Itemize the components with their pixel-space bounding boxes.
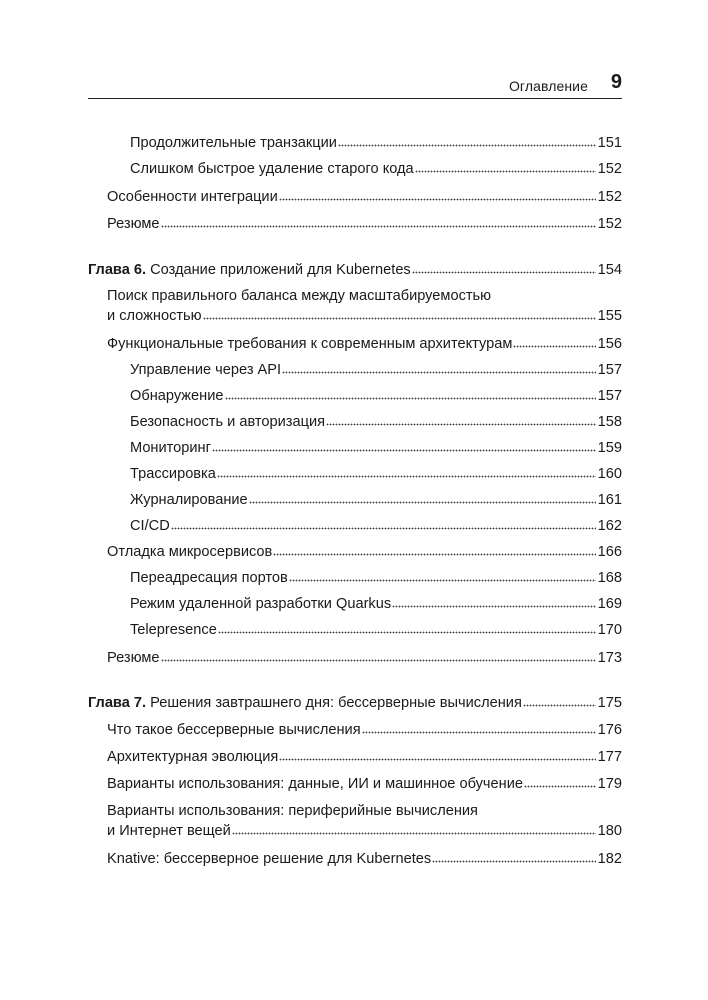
toc-entry-page: 151 [597,135,622,151]
toc-entry-page: 173 [597,650,622,666]
toc-entry[interactable] [130,159,622,179]
toc-entry[interactable] [130,490,622,510]
toc-entry-title-line1: Варианты использования: периферийные вычисления [107,803,478,819]
toc-entry-title: Продолжительные транзакции [130,135,337,151]
toc-chapter-6[interactable] [88,260,622,280]
toc-entry[interactable] [107,801,622,841]
toc-leader-dots [338,133,596,147]
toc-entry-page: 157 [597,388,622,404]
toc-leader-dots [217,464,596,478]
toc-entry-title: Журналирование [130,492,248,508]
toc-entry-title: CI/CD [130,518,170,534]
toc-entry-page: 155 [597,308,622,324]
toc-entry-title: Архитектурная эволюция [107,749,279,765]
toc-entry-page: 182 [597,851,622,867]
toc-leader-dots [524,774,596,788]
toc-entry[interactable] [107,720,622,740]
toc-entry-page: 161 [597,492,622,508]
toc-entry-page: 162 [597,518,622,534]
toc-entry-page: 156 [597,336,622,352]
toc-entry-title: Переадресация портов [130,570,288,586]
toc-leader-dots [218,620,596,634]
toc-leader-dots [415,159,596,173]
toc-entry-title: Режим удаленной разработки Quarkus [130,596,392,612]
toc-leader-dots [513,334,595,348]
toc-entry-title: Отладка микросервисов [107,544,273,560]
toc-entry-page: 152 [597,189,622,205]
toc-entry-title: Функциональные требования к современным архитектурам [107,336,513,352]
toc-leader-dots [273,542,595,556]
toc-entry-title: Трассировка [130,466,216,482]
toc-entry[interactable] [107,542,622,562]
toc-entry[interactable] [107,648,622,668]
toc-entry[interactable] [107,286,622,326]
toc-entry[interactable] [107,774,622,794]
toc-entry[interactable] [130,386,622,406]
toc-entry-title: Управление через API [130,362,282,378]
toc-entry-page: 179 [597,776,622,792]
toc-entry[interactable] [130,568,622,588]
toc-entry-page: 157 [597,362,622,378]
toc-entry-title: и сложностью [107,308,202,324]
toc-leader-dots [523,693,596,707]
toc-entry[interactable] [107,334,622,354]
toc-entry[interactable] [107,849,622,869]
toc-entry-page: 152 [597,216,622,232]
toc-entry[interactable] [130,412,622,432]
toc-leader-dots [326,412,596,426]
toc-entry[interactable] [130,620,622,640]
toc-entry-page: 168 [597,570,622,586]
toc-entry[interactable] [130,516,622,536]
toc-entry-page: 158 [597,414,622,430]
toc-entry-title: Особенности интеграции [107,189,278,205]
toc-entry[interactable] [107,747,622,767]
page-number: 9 [610,71,622,93]
toc-entry-title: и Интернет вещей [107,823,231,839]
toc-chapter-label: Глава 7. [88,695,147,711]
toc-leader-dots [392,594,596,608]
toc-entry-page: 176 [597,722,622,738]
toc-entry[interactable] [130,438,622,458]
toc-entry-page: 177 [597,749,622,765]
toc-entry-title: Резюме [107,216,160,232]
toc-chapter-label: Глава 6. [88,262,147,278]
toc-entry-title: Мониторинг [130,440,211,456]
toc-leader-dots [289,568,596,582]
toc-entry-page: 160 [597,466,622,482]
toc-entry-page: 159 [597,440,622,456]
toc-entry[interactable] [130,133,622,153]
toc-entry-title: Telepresence [130,622,217,638]
toc-entry[interactable] [130,360,622,380]
toc-entry-page: 154 [597,262,622,278]
toc-entry[interactable] [107,187,622,207]
running-header [88,68,622,99]
toc-entry-page: 180 [597,823,622,839]
toc-leader-dots [203,306,596,320]
toc-leader-dots [212,438,596,452]
toc-entry[interactable] [107,214,622,234]
toc-entry-title: Что такое бессерверные вычисления [107,722,361,738]
toc-entry-title: Резюме [107,650,160,666]
toc-leader-dots [412,260,596,274]
toc-entry-page: 166 [597,544,622,560]
toc-leader-dots [279,747,595,761]
toc-entry[interactable] [130,594,622,614]
toc-entry-title: Решения завтрашнего дня: бессерверные вычисления [150,695,522,711]
toc-leader-dots [362,720,596,734]
toc-entry-page: 170 [597,622,622,638]
toc-leader-dots [279,187,596,201]
toc-entry-title: Knative: бессерверное решение для Kubernetes [107,851,432,867]
toc-leader-dots [232,821,596,835]
toc-entry-page: 169 [597,596,622,612]
toc-entry-title: Создание приложений для Kubernetes [150,262,411,278]
toc-chapter-7[interactable] [88,693,622,713]
running-header-title: Оглавление [508,78,588,94]
toc-leader-dots [249,490,596,504]
toc-entry-title-line1: Поиск правильного баланса между масштабируемостью [107,288,492,304]
toc-leader-dots [432,849,595,863]
toc-entry[interactable] [130,464,622,484]
toc-leader-dots [161,648,596,662]
toc-leader-dots [225,386,596,400]
toc-leader-dots [171,516,596,530]
toc-entry-title: Слишком быстрое удаление старого кода [130,161,414,177]
toc-entry-page: 175 [597,695,622,711]
toc-leader-dots [282,360,596,374]
toc-entry-title: Обнаружение [130,388,224,404]
toc-entry-title: Безопасность и авторизация [130,414,326,430]
toc-entry-page: 152 [597,161,622,177]
toc-entry-title: Варианты использования: данные, ИИ и машинное обучение [107,776,523,792]
toc-leader-dots [161,214,596,228]
